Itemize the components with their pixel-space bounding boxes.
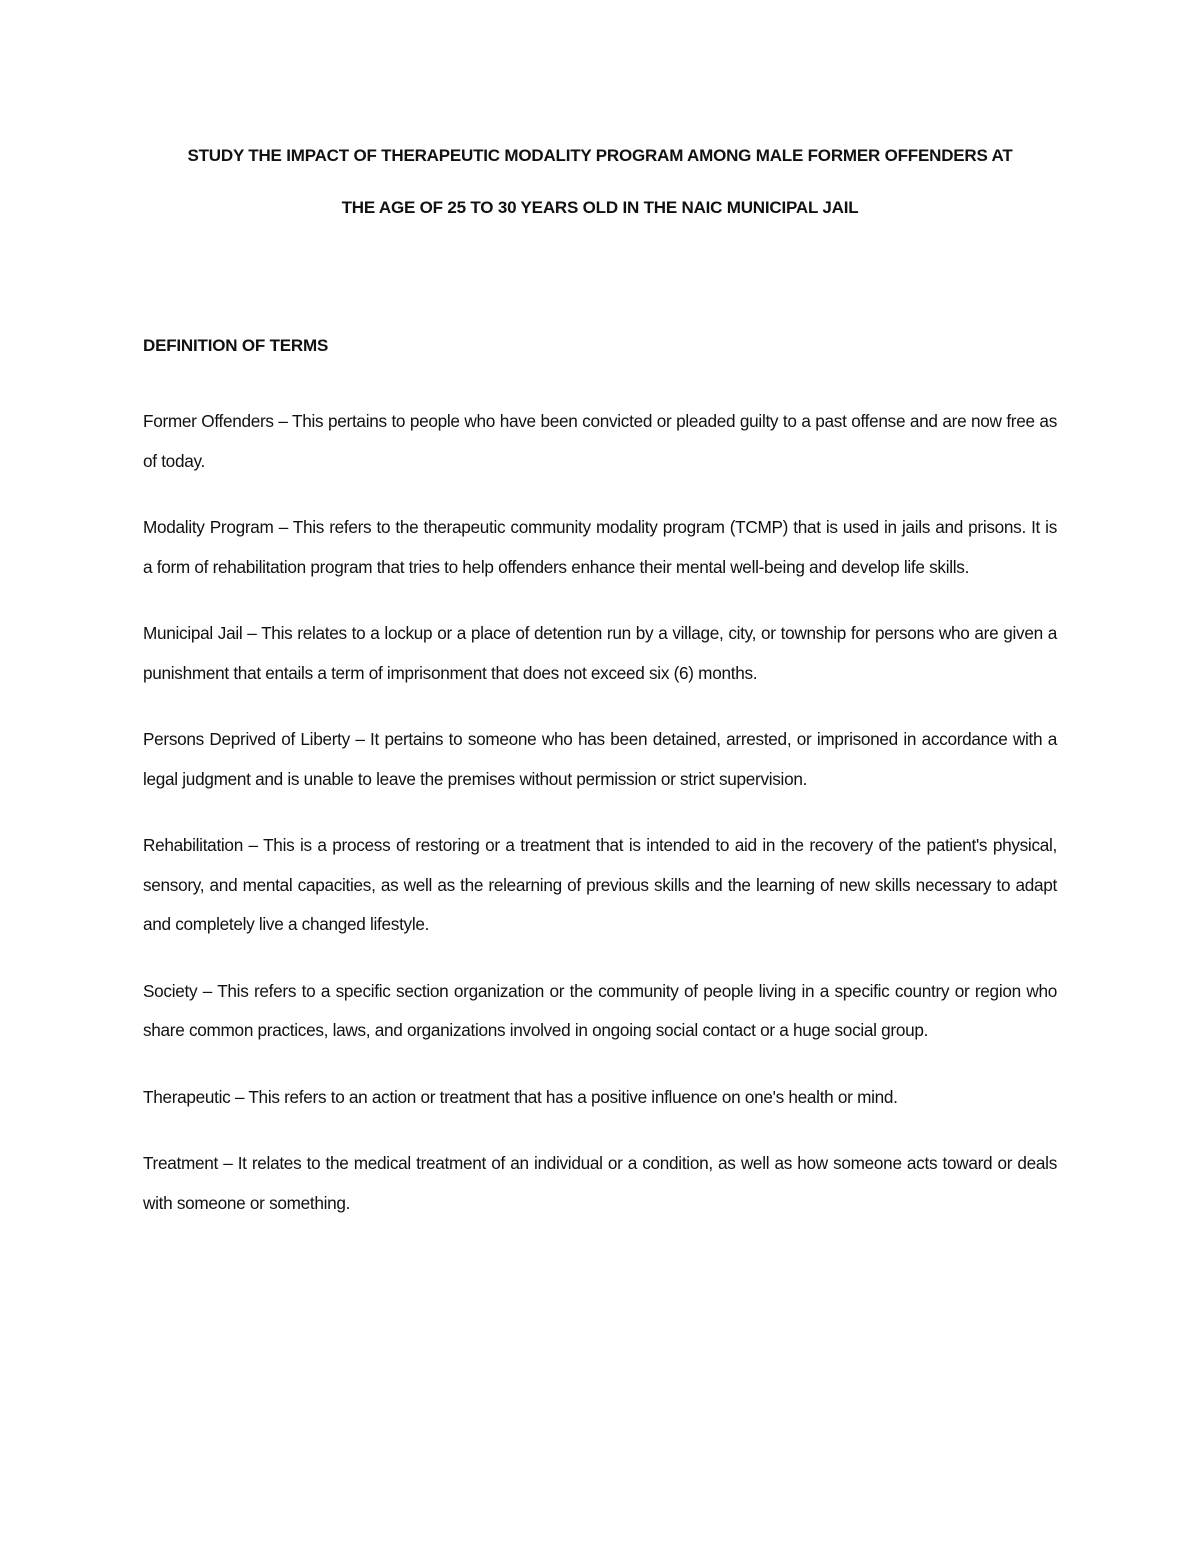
section-heading: DEFINITION OF TERMS bbox=[143, 336, 329, 355]
term-rehabilitation: Rehabilitation – This is a process of restoring or a treatment that is intended to aid in the recovery of the patient's physical, sensory, and mental capacities, as well as the relearning of previous skills and the learning of new skills necessary to adapt and completely live a changed lifestyle. bbox=[143, 835, 1057, 934]
term-municipal-jail: Municipal Jail – This relates to a lockup or a place of detention run by a village, city, or township for persons who are given a punishment that entails a term of imprisonment that does not exceed six (6) months. bbox=[143, 623, 1057, 683]
term-treatment: Treatment – It relates to the medical treatment of an individual or a condition, as well as how someone acts toward or deals with someone or something. bbox=[143, 1153, 1057, 1213]
term-persons-deprived-of-liberty: Persons Deprived of Liberty – It pertains to someone who has been detained, arrested, or imprisoned in accordance with a legal judgment and is unable to leave the premises without permission or strict supervision. bbox=[143, 729, 1057, 789]
term-society: Society – This refers to a specific section organization or the community of people living in a specific country or region who share common practices, laws, and organizations involved in ongoing social contact or a huge social group. bbox=[143, 980, 1057, 1040]
term-modality-program: Modality Program – This refers to the therapeutic community modality program (TCMP) that is used in jails and prisons. It is a form of rehabilitation program that tries to help offenders enhance their mental well-being and develop life skills. bbox=[143, 517, 1057, 577]
term-former-offenders: Former Offenders – This pertains to people who have been convicted or pleaded guilty to a past offense and are now free as of today. bbox=[143, 411, 1057, 471]
term-therapeutic: Therapeutic – This refers to an action or treatment that has a positive influence on one's health or mind. bbox=[143, 1086, 898, 1107]
definition-list bbox=[143, 402, 1057, 1250]
document-title-line-1: STUDY THE IMPACT OF THERAPEUTIC MODALITY PROGRAM AMONG MALE FORMER OFFENDERS AT bbox=[187, 146, 1013, 165]
document-title-line-2: THE AGE OF 25 TO 30 YEARS OLD IN THE NAIC MUNICIPAL JAIL bbox=[341, 198, 859, 217]
